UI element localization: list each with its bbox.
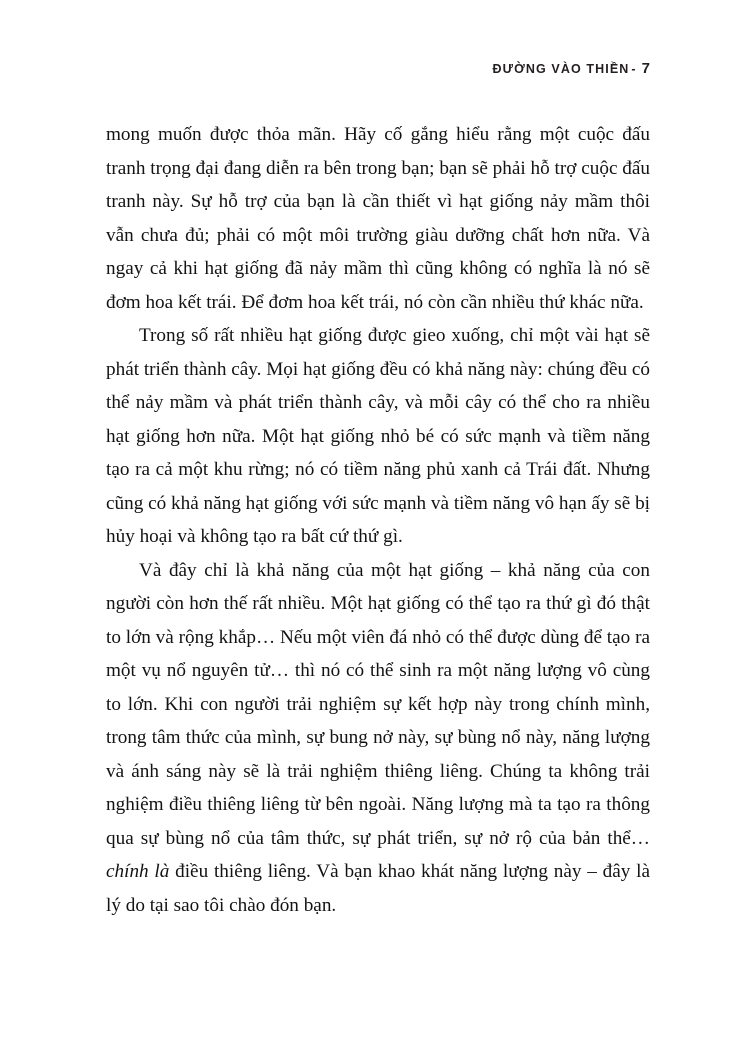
page-number: 7: [641, 60, 650, 77]
header-separator: -: [631, 62, 637, 76]
paragraph-2: Trong số rất nhiều hạt giống được gieo xuống, chỉ một vài hạt sẽ phát triển thành cây. Mọi hạt giống đều có khả năng này: chúng đều có thể nảy mầm và phát triển thành cây, và mỗi cây có thể cho ra nhiều hạt giống hơn nữa. Một hạt giống nhỏ bé có sức mạnh và tiềm năng tạo ra cả một khu rừng; nó có tiềm năng phủ xanh cả Trái đất. Nhưng cũng có khả năng hạt giống với sức mạnh và tiềm năng vô hạn ấy sẽ bị hủy hoại và không tạo ra bất cứ thứ gì.: [106, 325, 650, 547]
paragraph-3-part-1: Và đây chỉ là khả năng của một hạt giống – khả năng của con người còn hơn thế rất nhiều. Một hạt giống có thể tạo ra thứ gì đó thật to lớn và rộng khắp… Nếu một viên đá nhỏ có thể được dùng để tạo ra một vụ nổ nguyên tử… thì nó có thể sinh ra một năng lượng vô cùng to lớn. Khi con người trải nghiệm sự kết hợp này trong chính mình, trong tâm thức của mình, sự bung nở này, sự bùng nổ này, năng lượng và ánh sáng này sẽ là trải nghiệm thiêng liêng. Chúng ta không trải nghiệm điều thiêng liêng từ bên ngoài. Năng lượng mà ta tạo ra thông qua sự bùng nổ của tâm thức, sự phát triển, sự nở rộ của bản thể…: [106, 559, 650, 849]
paragraph-3-part-2: điều thiêng liêng. Và bạn khao khát năng lượng này – đây là lý do tại sao tôi chào đón bạn.: [106, 861, 650, 916]
page-body: [106, 118, 650, 922]
paragraph-3: [106, 554, 650, 923]
paragraph-3-emphasis: chính là: [106, 861, 170, 882]
running-title: ĐƯỜNG VÀO THIỀN: [492, 62, 630, 76]
page-header: [0, 60, 650, 77]
paragraph-1: mong muốn được thỏa mãn. Hãy cố gắng hiểu rằng một cuộc đấu tranh trọng đại đang diễn ra bên trong bạn; bạn sẽ phải hỗ trợ cuộc đấu tranh này. Sự hỗ trợ của bạn là cần thiết vì hạt giống nảy mầm thôi vẫn chưa đủ; phải có một môi trường giàu dưỡng chất hơn nữa. Và ngay cả khi hạt giống đã nảy mầm thì cũng không có nghĩa là nó sẽ đơm hoa kết trái. Để đơm hoa kết trái, nó còn cần nhiều thứ khác nữa.: [106, 124, 650, 313]
